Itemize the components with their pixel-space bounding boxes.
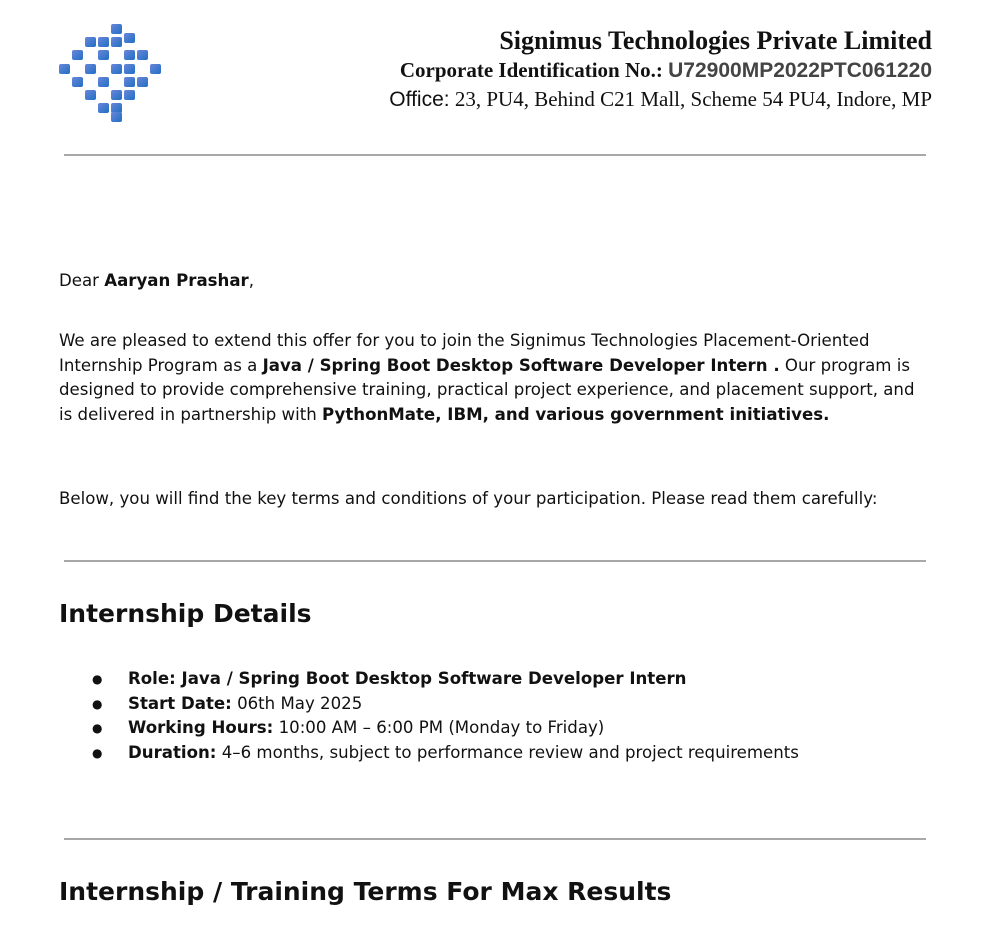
detail-value: 10:00 AM – 6:00 PM (Monday to Friday)	[278, 718, 605, 737]
cin-label: Corporate Identification No.:	[399, 58, 663, 82]
company-logo-icon	[58, 23, 170, 123]
intro-part1: We are pleased to extend this offer for you to join the Signimus Technologies Placement-Oriented Internship Program as a	[59, 331, 870, 375]
terms-intro: Below, you will find the key terms and conditions of your participation. Please read them carefully:	[59, 489, 878, 508]
salutation-comma: ,	[248, 271, 254, 290]
cin-line	[389, 56, 932, 85]
office-line	[389, 85, 932, 114]
recipient-name: Aaryan Prashar	[104, 271, 249, 290]
divider	[64, 838, 926, 840]
intro-partners: PythonMate, IBM, and various government initiatives.	[322, 404, 830, 424]
intro-role: Java / Spring Boot Desktop Software Developer Intern .	[262, 355, 780, 375]
internship-details-heading: Internship Details	[59, 599, 312, 628]
divider	[64, 560, 926, 562]
list-item	[59, 716, 799, 741]
salutation-text: Dear	[59, 271, 99, 290]
list-item	[59, 692, 799, 717]
list-item	[59, 741, 799, 766]
office-address: 23, PU4, Behind C21 Mall, Scheme 54 PU4, Indore, MP	[454, 87, 932, 111]
intro-paragraph	[59, 329, 929, 427]
company-header	[389, 26, 932, 114]
company-name: Signimus Technologies Private Limited	[499, 26, 932, 55]
salutation	[59, 269, 939, 294]
intro-part2: Our program is designed to provide comprehensive training, practical project experience, and placement support, and is delivered in partnership with	[59, 355, 915, 424]
detail-value: 06th May 2025	[237, 693, 363, 713]
detail-label: Working Hours:	[128, 718, 274, 737]
detail-value: 4–6 months, subject to performance review and project requirements	[221, 742, 799, 762]
internship-details-list	[59, 667, 799, 765]
detail-label: Duration:	[128, 742, 217, 762]
terms-heading: Internship / Training Terms For Max Results	[59, 877, 672, 906]
cin-value: U72900MP2022PTC061220	[668, 59, 932, 82]
divider	[64, 154, 926, 156]
detail-label: Start Date:	[128, 693, 232, 713]
list-item	[59, 667, 799, 692]
office-label: Office:	[389, 88, 450, 111]
detail-label: Role: Java / Spring Boot Desktop Software Developer Intern	[128, 669, 687, 688]
